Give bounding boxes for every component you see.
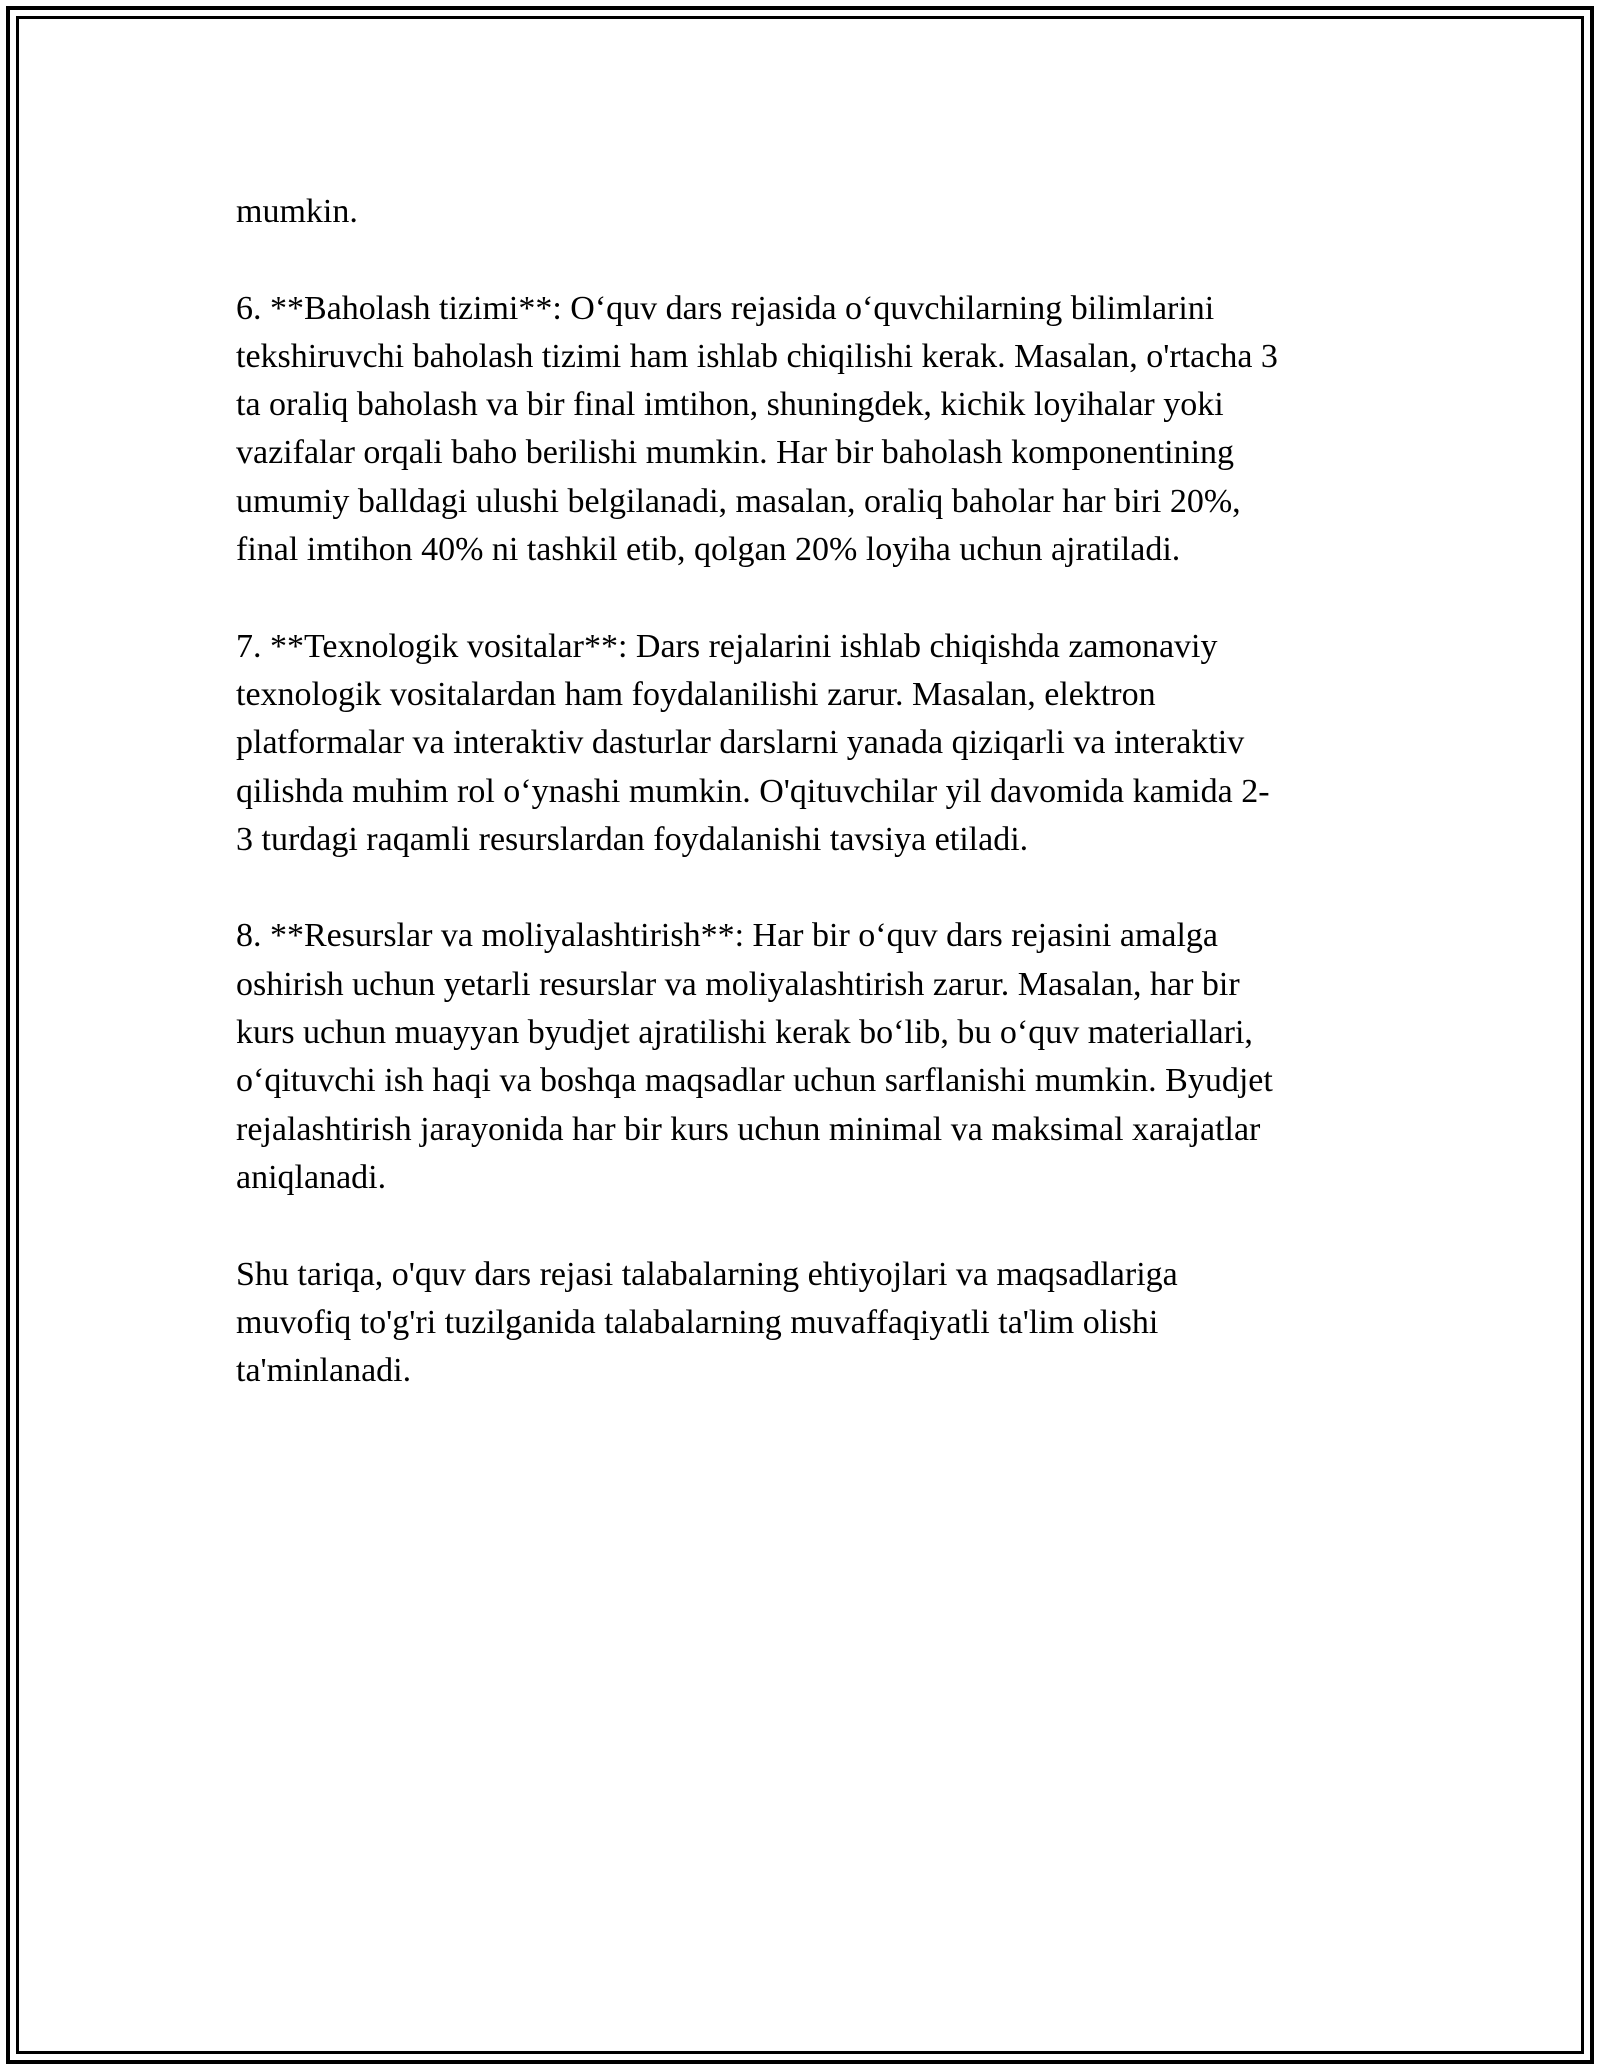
text-line: tekshiruvchi baholash tizimi ham ishlab chiqilishi kerak. Masalan, o'rtacha 3 <box>236 337 1278 375</box>
text-line: rejalashtirish jarayonida har bir kurs uchun minimal va maksimal xarajatlar <box>236 1110 1261 1148</box>
text-line: ta'minlanadi. <box>236 1352 412 1390</box>
text-line: vazifalar orqali baho berilishi mumkin. Har bir baholash komponentining <box>236 434 1235 472</box>
text-line: 8. **Resurslar va moliyalashtirish**: Har bir o‘quv dars rejasini amalga <box>236 917 1218 955</box>
text-line: aniqlanadi. <box>236 1158 387 1196</box>
text-line: final imtihon 40% ni tashkil etib, qolgan 20% loyiha uchun ajratiladi. <box>236 531 1181 569</box>
text-line: 6. **Baholash tizimi**: O‘quv dars rejasida o‘quvchilarning bilimlarini <box>236 289 1215 327</box>
paragraph-continuation <box>236 188 1366 236</box>
text-line: ta oraliq baholash va bir final imtihon, shuningdek, kichik loyihalar yoki <box>236 386 1224 424</box>
text-line: o‘qituvchi ish haqi va boshqa maqsadlar uchun sarflanishi mumkin. Byudjet <box>236 1062 1273 1100</box>
text-line: kurs uchun muayyan byudjet ajratilishi kerak bo‘lib, bu o‘quv materiallari, <box>236 1014 1253 1052</box>
text-line: umumiy balldagi ulushi belgilanadi, masalan, oraliq baholar har biri 20%, <box>236 482 1241 520</box>
text-line: muvofiq to'g'ri tuzilganida talabalarning muvaffaqiyatli ta'lim olishi <box>236 1303 1159 1341</box>
paragraph-texnologik-vositalar <box>236 623 1366 864</box>
text-line: 7. **Texnologik vositalar**: Dars rejalarini ishlab chiqishda zamonaviy <box>236 627 1218 665</box>
text-line: 3 turdagi raqamli resurslardan foydalanishi tavsiya etiladi. <box>236 820 1029 858</box>
text-line: texnologik vositalardan ham foydalanilishi zarur. Masalan, elektron <box>236 675 1156 713</box>
paragraph-baholash-tizimi <box>236 285 1366 575</box>
document-body <box>236 188 1366 1444</box>
text-line: mumkin. <box>236 193 358 230</box>
paragraph-resurslar-moliyalashtirish <box>236 912 1366 1202</box>
paragraph-conclusion <box>236 1251 1366 1396</box>
text-line: oshirish uchun yetarli resurslar va moliyalashtirish zarur. Masalan, har bir <box>236 965 1240 1003</box>
text-line: platformalar va interaktiv dasturlar darslarni yanada qiziqarli va interaktiv <box>236 724 1245 762</box>
text-line: Shu tariqa, o'quv dars rejasi talabalarning ehtiyojlari va maqsadlariga <box>236 1255 1178 1293</box>
text-line: qilishda muhim rol o‘ynashi mumkin. O'qituvchilar yil davomida kamida 2- <box>236 772 1270 810</box>
